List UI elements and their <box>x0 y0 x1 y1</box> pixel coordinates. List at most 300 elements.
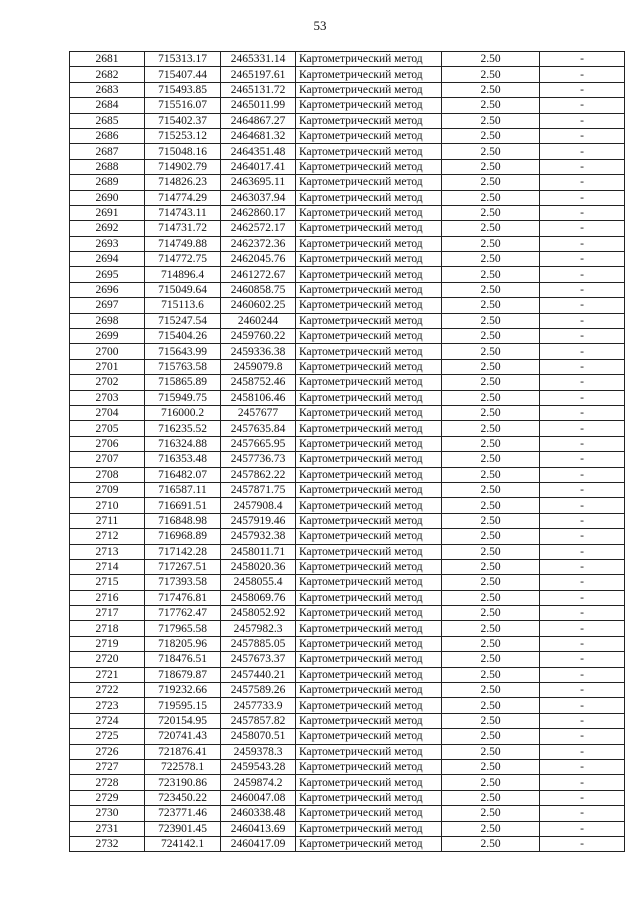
cell-point-number: 2683 <box>70 82 145 97</box>
cell-x-coordinate: 715763.58 <box>145 359 221 374</box>
cell-accuracy: 2.50 <box>442 452 540 467</box>
table-row <box>70 775 625 790</box>
cell-note: - <box>540 606 625 621</box>
cell-point-number: 2726 <box>70 744 145 759</box>
table-row <box>70 282 625 297</box>
cell-point-number: 2707 <box>70 452 145 467</box>
cell-point-number: 2685 <box>70 113 145 128</box>
cell-method: Картометрический метод <box>296 775 442 790</box>
cell-point-number: 2706 <box>70 436 145 451</box>
cell-method: Картометрический метод <box>296 113 442 128</box>
cell-method: Картометрический метод <box>296 652 442 667</box>
cell-y-coordinate: 2457677 <box>221 405 296 420</box>
cell-y-coordinate: 2457862.22 <box>221 467 296 482</box>
table-row <box>70 405 625 420</box>
cell-x-coordinate: 714731.72 <box>145 221 221 236</box>
table-row <box>70 221 625 236</box>
cell-accuracy: 2.50 <box>442 775 540 790</box>
table-row <box>70 159 625 174</box>
cell-y-coordinate: 2457635.84 <box>221 421 296 436</box>
cell-y-coordinate: 2458055.4 <box>221 575 296 590</box>
cell-point-number: 2686 <box>70 128 145 143</box>
cell-point-number: 2694 <box>70 252 145 267</box>
cell-note: - <box>540 575 625 590</box>
cell-note: - <box>540 636 625 651</box>
cell-accuracy: 2.50 <box>442 836 540 851</box>
cell-method: Картометрический метод <box>296 82 442 97</box>
cell-y-coordinate: 2457733.9 <box>221 698 296 713</box>
table-row <box>70 190 625 205</box>
cell-note: - <box>540 236 625 251</box>
cell-note: - <box>540 313 625 328</box>
cell-y-coordinate: 2461272.67 <box>221 267 296 282</box>
cell-y-coordinate: 2465331.14 <box>221 52 296 67</box>
cell-note: - <box>540 467 625 482</box>
cell-accuracy: 2.50 <box>442 590 540 605</box>
cell-accuracy: 2.50 <box>442 236 540 251</box>
cell-accuracy: 2.50 <box>442 67 540 82</box>
cell-note: - <box>540 375 625 390</box>
cell-method: Картометрический метод <box>296 236 442 251</box>
table-row <box>70 836 625 851</box>
cell-accuracy: 2.50 <box>442 282 540 297</box>
cell-method: Картометрический метод <box>296 559 442 574</box>
cell-method: Картометрический метод <box>296 67 442 82</box>
table-row <box>70 421 625 436</box>
table-row <box>70 667 625 682</box>
cell-x-coordinate: 717393.58 <box>145 575 221 590</box>
cell-x-coordinate: 718679.87 <box>145 667 221 682</box>
cell-y-coordinate: 2457673.37 <box>221 652 296 667</box>
table-row <box>70 467 625 482</box>
cell-note: - <box>540 436 625 451</box>
cell-accuracy: 2.50 <box>442 175 540 190</box>
table-row <box>70 344 625 359</box>
cell-note: - <box>540 698 625 713</box>
table-row <box>70 529 625 544</box>
cell-x-coordinate: 720741.43 <box>145 729 221 744</box>
cell-y-coordinate: 2458052.92 <box>221 606 296 621</box>
cell-y-coordinate: 2463695.11 <box>221 175 296 190</box>
cell-x-coordinate: 715247.54 <box>145 313 221 328</box>
coordinates-table <box>69 51 625 852</box>
cell-point-number: 2712 <box>70 529 145 544</box>
cell-accuracy: 2.50 <box>442 82 540 97</box>
cell-accuracy: 2.50 <box>442 252 540 267</box>
cell-point-number: 2693 <box>70 236 145 251</box>
cell-method: Картометрический метод <box>296 482 442 497</box>
cell-method: Картометрический метод <box>296 282 442 297</box>
cell-y-coordinate: 2464017.41 <box>221 159 296 174</box>
cell-point-number: 2732 <box>70 836 145 851</box>
cell-y-coordinate: 2462372.36 <box>221 236 296 251</box>
cell-point-number: 2708 <box>70 467 145 482</box>
cell-method: Картометрический метод <box>296 744 442 759</box>
cell-x-coordinate: 715313.17 <box>145 52 221 67</box>
table-row <box>70 452 625 467</box>
cell-y-coordinate: 2458106.46 <box>221 390 296 405</box>
cell-note: - <box>540 498 625 513</box>
cell-y-coordinate: 2457857.82 <box>221 713 296 728</box>
table-row <box>70 575 625 590</box>
table-row <box>70 236 625 251</box>
cell-point-number: 2730 <box>70 806 145 821</box>
cell-x-coordinate: 714743.11 <box>145 205 221 220</box>
cell-method: Картометрический метод <box>296 205 442 220</box>
cell-x-coordinate: 717965.58 <box>145 621 221 636</box>
cell-method: Картометрический метод <box>296 313 442 328</box>
cell-accuracy: 2.50 <box>442 205 540 220</box>
cell-note: - <box>540 282 625 297</box>
cell-point-number: 2700 <box>70 344 145 359</box>
cell-x-coordinate: 717142.28 <box>145 544 221 559</box>
cell-x-coordinate: 716968.89 <box>145 529 221 544</box>
cell-point-number: 2727 <box>70 759 145 774</box>
cell-y-coordinate: 2458011.71 <box>221 544 296 559</box>
cell-x-coordinate: 715493.85 <box>145 82 221 97</box>
table-row <box>70 498 625 513</box>
cell-note: - <box>540 128 625 143</box>
cell-point-number: 2710 <box>70 498 145 513</box>
cell-method: Картометрический метод <box>296 329 442 344</box>
cell-note: - <box>540 359 625 374</box>
cell-x-coordinate: 714896.4 <box>145 267 221 282</box>
cell-x-coordinate: 715113.6 <box>145 298 221 313</box>
cell-y-coordinate: 2459336.38 <box>221 344 296 359</box>
cell-x-coordinate: 715404.26 <box>145 329 221 344</box>
cell-accuracy: 2.50 <box>442 667 540 682</box>
cell-point-number: 2718 <box>70 621 145 636</box>
cell-x-coordinate: 715407.44 <box>145 67 221 82</box>
cell-x-coordinate: 714826.23 <box>145 175 221 190</box>
cell-accuracy: 2.50 <box>442 575 540 590</box>
cell-y-coordinate: 2457919.46 <box>221 513 296 528</box>
cell-accuracy: 2.50 <box>442 267 540 282</box>
cell-point-number: 2687 <box>70 144 145 159</box>
cell-point-number: 2728 <box>70 775 145 790</box>
table-row <box>70 390 625 405</box>
cell-x-coordinate: 716691.51 <box>145 498 221 513</box>
cell-method: Картометрический метод <box>296 375 442 390</box>
cell-x-coordinate: 721876.41 <box>145 744 221 759</box>
cell-method: Картометрический метод <box>296 529 442 544</box>
cell-point-number: 2684 <box>70 98 145 113</box>
cell-y-coordinate: 2462045.76 <box>221 252 296 267</box>
cell-note: - <box>540 421 625 436</box>
cell-accuracy: 2.50 <box>442 790 540 805</box>
cell-accuracy: 2.50 <box>442 759 540 774</box>
cell-x-coordinate: 724142.1 <box>145 836 221 851</box>
cell-method: Картометрический метод <box>296 836 442 851</box>
table-row <box>70 759 625 774</box>
cell-x-coordinate: 716848.98 <box>145 513 221 528</box>
cell-note: - <box>540 590 625 605</box>
cell-accuracy: 2.50 <box>442 98 540 113</box>
cell-x-coordinate: 719595.15 <box>145 698 221 713</box>
table-row <box>70 606 625 621</box>
cell-y-coordinate: 2459378.3 <box>221 744 296 759</box>
cell-point-number: 2689 <box>70 175 145 190</box>
cell-point-number: 2699 <box>70 329 145 344</box>
cell-point-number: 2715 <box>70 575 145 590</box>
cell-y-coordinate: 2459079.8 <box>221 359 296 374</box>
cell-point-number: 2703 <box>70 390 145 405</box>
cell-note: - <box>540 513 625 528</box>
cell-method: Картометрический метод <box>296 452 442 467</box>
cell-x-coordinate: 715949.75 <box>145 390 221 405</box>
table-row <box>70 482 625 497</box>
cell-note: - <box>540 683 625 698</box>
cell-point-number: 2709 <box>70 482 145 497</box>
cell-point-number: 2691 <box>70 205 145 220</box>
table-row <box>70 806 625 821</box>
cell-accuracy: 2.50 <box>442 113 540 128</box>
table-row <box>70 636 625 651</box>
cell-note: - <box>540 67 625 82</box>
cell-note: - <box>540 344 625 359</box>
cell-accuracy: 2.50 <box>442 375 540 390</box>
cell-method: Картометрический метод <box>296 98 442 113</box>
cell-accuracy: 2.50 <box>442 128 540 143</box>
table-row <box>70 252 625 267</box>
cell-method: Картометрический метод <box>296 575 442 590</box>
table-row <box>70 313 625 328</box>
cell-method: Картометрический метод <box>296 713 442 728</box>
cell-method: Картометрический метод <box>296 175 442 190</box>
cell-y-coordinate: 2459760.22 <box>221 329 296 344</box>
cell-x-coordinate: 716235.52 <box>145 421 221 436</box>
cell-accuracy: 2.50 <box>442 390 540 405</box>
cell-note: - <box>540 298 625 313</box>
cell-x-coordinate: 715865.89 <box>145 375 221 390</box>
table-row <box>70 683 625 698</box>
cell-accuracy: 2.50 <box>442 729 540 744</box>
table-row <box>70 744 625 759</box>
cell-point-number: 2690 <box>70 190 145 205</box>
cell-method: Картометрический метод <box>296 267 442 282</box>
cell-accuracy: 2.50 <box>442 144 540 159</box>
cell-method: Картометрический метод <box>296 221 442 236</box>
cell-point-number: 2721 <box>70 667 145 682</box>
cell-x-coordinate: 722578.1 <box>145 759 221 774</box>
cell-y-coordinate: 2457982.3 <box>221 621 296 636</box>
cell-y-coordinate: 2457736.73 <box>221 452 296 467</box>
cell-method: Картометрический метод <box>296 636 442 651</box>
table-row <box>70 621 625 636</box>
cell-note: - <box>540 806 625 821</box>
cell-y-coordinate: 2464867.27 <box>221 113 296 128</box>
cell-note: - <box>540 790 625 805</box>
cell-x-coordinate: 723901.45 <box>145 821 221 836</box>
cell-y-coordinate: 2459543.28 <box>221 759 296 774</box>
cell-y-coordinate: 2457908.4 <box>221 498 296 513</box>
cell-x-coordinate: 719232.66 <box>145 683 221 698</box>
cell-point-number: 2724 <box>70 713 145 728</box>
cell-point-number: 2704 <box>70 405 145 420</box>
cell-note: - <box>540 652 625 667</box>
cell-note: - <box>540 482 625 497</box>
cell-accuracy: 2.50 <box>442 190 540 205</box>
cell-point-number: 2717 <box>70 606 145 621</box>
cell-x-coordinate: 716324.88 <box>145 436 221 451</box>
table-row <box>70 513 625 528</box>
cell-y-coordinate: 2464351.48 <box>221 144 296 159</box>
cell-y-coordinate: 2460047.08 <box>221 790 296 805</box>
cell-note: - <box>540 775 625 790</box>
table-row <box>70 652 625 667</box>
coordinates-table-body <box>70 52 625 852</box>
cell-point-number: 2698 <box>70 313 145 328</box>
cell-y-coordinate: 2457871.75 <box>221 482 296 497</box>
page-number: 53 <box>313 18 327 33</box>
cell-note: - <box>540 159 625 174</box>
cell-point-number: 2723 <box>70 698 145 713</box>
cell-x-coordinate: 715643.99 <box>145 344 221 359</box>
cell-note: - <box>540 405 625 420</box>
cell-method: Картометрический метод <box>296 467 442 482</box>
cell-y-coordinate: 2460602.25 <box>221 298 296 313</box>
cell-accuracy: 2.50 <box>442 513 540 528</box>
cell-x-coordinate: 720154.95 <box>145 713 221 728</box>
table-row <box>70 67 625 82</box>
cell-point-number: 2711 <box>70 513 145 528</box>
cell-method: Картометрический метод <box>296 806 442 821</box>
cell-point-number: 2722 <box>70 683 145 698</box>
cell-x-coordinate: 716000.2 <box>145 405 221 420</box>
cell-y-coordinate: 2457665.95 <box>221 436 296 451</box>
cell-method: Картометрический метод <box>296 421 442 436</box>
table-row <box>70 82 625 97</box>
cell-x-coordinate: 714902.79 <box>145 159 221 174</box>
cell-method: Картометрический метод <box>296 252 442 267</box>
cell-x-coordinate: 717267.51 <box>145 559 221 574</box>
cell-x-coordinate: 723450.22 <box>145 790 221 805</box>
cell-point-number: 2696 <box>70 282 145 297</box>
cell-method: Картометрический метод <box>296 190 442 205</box>
cell-method: Картометрический метод <box>296 821 442 836</box>
cell-note: - <box>540 52 625 67</box>
table-row <box>70 821 625 836</box>
table-row <box>70 729 625 744</box>
cell-method: Картометрический метод <box>296 667 442 682</box>
cell-note: - <box>540 113 625 128</box>
cell-method: Картометрический метод <box>296 405 442 420</box>
cell-method: Картометрический метод <box>296 359 442 374</box>
cell-method: Картометрический метод <box>296 683 442 698</box>
cell-point-number: 2702 <box>70 375 145 390</box>
cell-method: Картометрический метод <box>296 698 442 713</box>
cell-method: Картометрический метод <box>296 144 442 159</box>
cell-note: - <box>540 390 625 405</box>
cell-method: Картометрический метод <box>296 498 442 513</box>
table-row <box>70 267 625 282</box>
table-row <box>70 359 625 374</box>
cell-point-number: 2688 <box>70 159 145 174</box>
cell-note: - <box>540 252 625 267</box>
cell-y-coordinate: 2458020.36 <box>221 559 296 574</box>
cell-accuracy: 2.50 <box>442 436 540 451</box>
cell-note: - <box>540 544 625 559</box>
cell-note: - <box>540 144 625 159</box>
cell-method: Картометрический метод <box>296 390 442 405</box>
cell-y-coordinate: 2460244 <box>221 313 296 328</box>
cell-note: - <box>540 267 625 282</box>
cell-point-number: 2714 <box>70 559 145 574</box>
table-row <box>70 128 625 143</box>
cell-y-coordinate: 2465131.72 <box>221 82 296 97</box>
cell-y-coordinate: 2457440.21 <box>221 667 296 682</box>
table-row <box>70 52 625 67</box>
cell-x-coordinate: 716482.07 <box>145 467 221 482</box>
cell-y-coordinate: 2460413.69 <box>221 821 296 836</box>
table-row <box>70 144 625 159</box>
cell-point-number: 2692 <box>70 221 145 236</box>
cell-accuracy: 2.50 <box>442 329 540 344</box>
cell-note: - <box>540 98 625 113</box>
cell-method: Картометрический метод <box>296 128 442 143</box>
cell-method: Картометрический метод <box>296 159 442 174</box>
cell-y-coordinate: 2462572.17 <box>221 221 296 236</box>
table-row <box>70 698 625 713</box>
cell-accuracy: 2.50 <box>442 559 540 574</box>
table-row <box>70 436 625 451</box>
table-row <box>70 113 625 128</box>
cell-y-coordinate: 2462860.17 <box>221 205 296 220</box>
cell-accuracy: 2.50 <box>442 421 540 436</box>
table-row <box>70 375 625 390</box>
cell-accuracy: 2.50 <box>442 636 540 651</box>
cell-accuracy: 2.50 <box>442 467 540 482</box>
cell-method: Картометрический метод <box>296 590 442 605</box>
cell-y-coordinate: 2457589.26 <box>221 683 296 698</box>
cell-accuracy: 2.50 <box>442 482 540 497</box>
table-row <box>70 790 625 805</box>
cell-accuracy: 2.50 <box>442 298 540 313</box>
cell-note: - <box>540 621 625 636</box>
cell-x-coordinate: 718205.96 <box>145 636 221 651</box>
cell-note: - <box>540 529 625 544</box>
cell-x-coordinate: 715048.16 <box>145 144 221 159</box>
cell-note: - <box>540 729 625 744</box>
cell-x-coordinate: 717476.81 <box>145 590 221 605</box>
cell-accuracy: 2.50 <box>442 405 540 420</box>
cell-method: Картометрический метод <box>296 344 442 359</box>
cell-point-number: 2719 <box>70 636 145 651</box>
cell-y-coordinate: 2465197.61 <box>221 67 296 82</box>
cell-note: - <box>540 744 625 759</box>
cell-accuracy: 2.50 <box>442 344 540 359</box>
cell-method: Картометрический метод <box>296 790 442 805</box>
table-row <box>70 175 625 190</box>
cell-y-coordinate: 2465011.99 <box>221 98 296 113</box>
cell-note: - <box>540 190 625 205</box>
cell-note: - <box>540 667 625 682</box>
cell-note: - <box>540 205 625 220</box>
cell-note: - <box>540 175 625 190</box>
cell-x-coordinate: 714772.75 <box>145 252 221 267</box>
cell-x-coordinate: 723190.86 <box>145 775 221 790</box>
cell-y-coordinate: 2464681.32 <box>221 128 296 143</box>
cell-accuracy: 2.50 <box>442 821 540 836</box>
cell-y-coordinate: 2458752.46 <box>221 375 296 390</box>
cell-method: Картометрический метод <box>296 729 442 744</box>
cell-x-coordinate: 716353.48 <box>145 452 221 467</box>
cell-method: Картометрический метод <box>296 436 442 451</box>
cell-x-coordinate: 715516.07 <box>145 98 221 113</box>
cell-note: - <box>540 82 625 97</box>
cell-point-number: 2713 <box>70 544 145 559</box>
cell-x-coordinate: 715049.64 <box>145 282 221 297</box>
